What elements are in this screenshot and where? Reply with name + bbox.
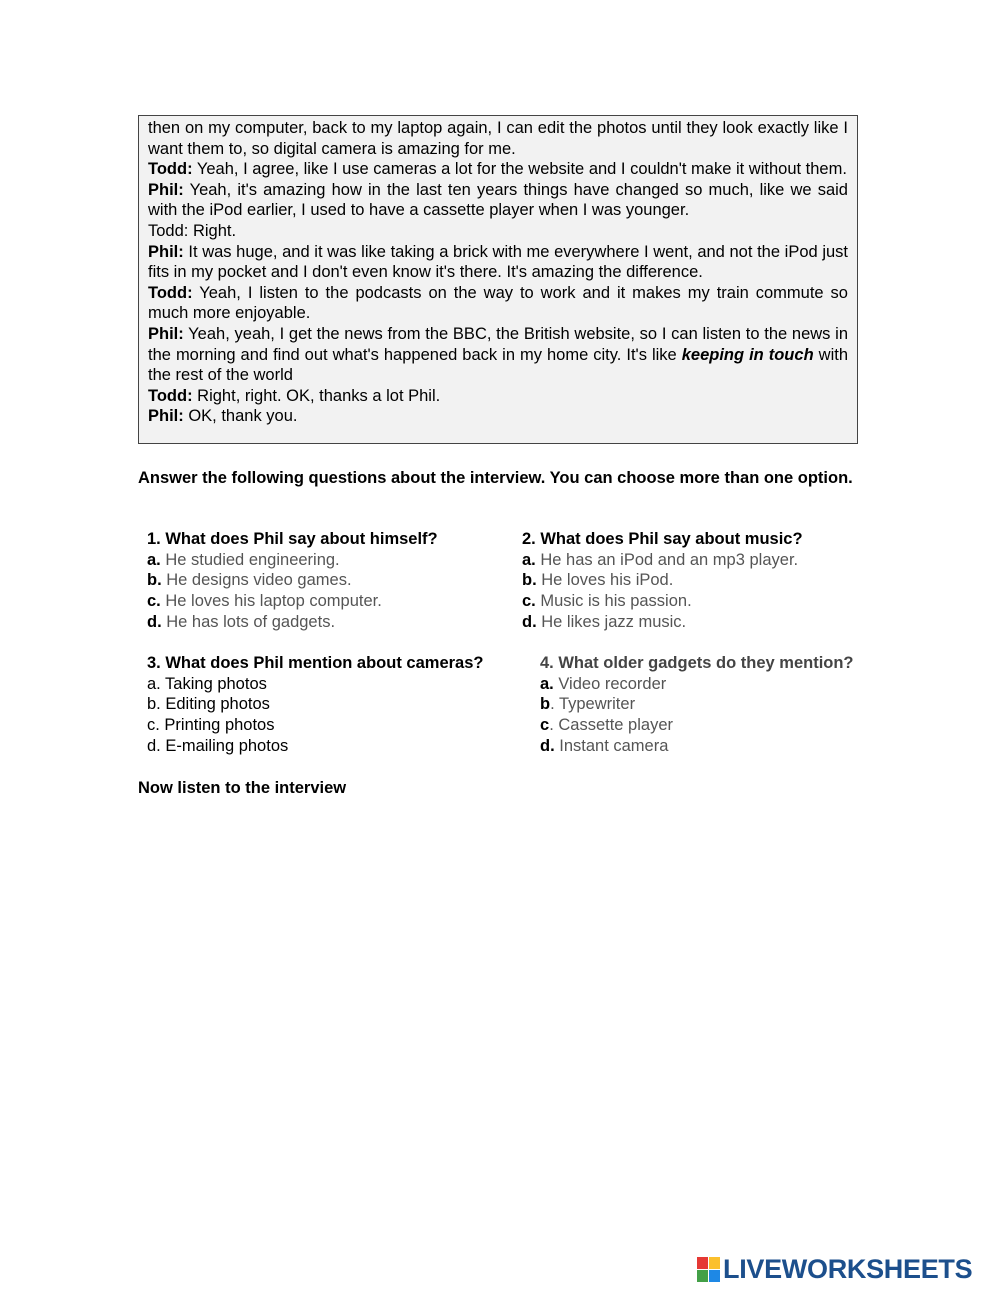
question-title: 1. What does Phil say about himself? bbox=[147, 530, 438, 548]
transcript-text: Yeah, I listen to the podcasts on the way to work and it makes my train commute so much more enjoyable. bbox=[148, 283, 848, 323]
question-1 bbox=[147, 529, 438, 633]
option-letter: d. bbox=[540, 736, 555, 755]
option-text: Instant camera bbox=[554, 736, 669, 755]
instructions: Answer the following questions about the interview. You can choose more than one option. bbox=[138, 469, 853, 487]
option-text: He studied engineering. bbox=[160, 550, 340, 569]
speaker-label: Todd: bbox=[148, 386, 193, 405]
option-text: He has an iPod and an mp3 player. bbox=[535, 550, 799, 569]
option-text: He loves his iPod. bbox=[536, 571, 674, 590]
question-title: 3. What does Phil mention about cameras? bbox=[147, 654, 484, 672]
option-letter: d. bbox=[147, 612, 162, 631]
speaker-label: Todd: bbox=[148, 283, 193, 302]
transcript-box bbox=[138, 115, 858, 444]
emphasis-text: keeping in touch bbox=[681, 345, 814, 364]
answer-option[interactable] bbox=[147, 612, 438, 633]
logo-square bbox=[697, 1257, 708, 1269]
logo-icon bbox=[697, 1257, 720, 1282]
option-letter: b. bbox=[522, 571, 537, 590]
answer-option[interactable] bbox=[522, 591, 803, 612]
logo-text: LIVEWORKSHEETS bbox=[723, 1253, 973, 1284]
answer-option[interactable] bbox=[147, 591, 438, 612]
answer-option[interactable] bbox=[540, 694, 854, 715]
question-3 bbox=[147, 653, 483, 757]
option-letter: c bbox=[540, 716, 550, 735]
transcript-text: with the rest of the world bbox=[148, 345, 849, 385]
speaker-label: Phil: bbox=[148, 242, 184, 261]
answer-option[interactable] bbox=[147, 550, 438, 571]
transcript-line: then on my computer, back to my laptop again, I can edit the photos until they look exactly like I want them to, so digital camera is amazing for me. bbox=[148, 119, 848, 158]
option-text: He loves his laptop computer. bbox=[160, 592, 382, 611]
answer-option[interactable]: d. E-mailing photos bbox=[147, 736, 289, 755]
option-letter: b bbox=[540, 695, 551, 714]
transcript-line: Todd: Right. bbox=[148, 221, 237, 240]
option-text: He has lots of gadgets. bbox=[161, 612, 336, 631]
question-title: 2. What does Phil say about music? bbox=[522, 530, 803, 548]
option-letter: a. bbox=[147, 550, 161, 569]
logo-square bbox=[709, 1270, 720, 1282]
transcript-line bbox=[148, 242, 848, 283]
transcript-text: It was huge, and it was like taking a brick with me everywhere I went, and not the iPod just fits in my pocket and I don't even know it's there. It's amazing the difference. bbox=[148, 242, 848, 282]
answer-option[interactable]: a. Taking photos bbox=[147, 674, 267, 693]
transcript-text: Yeah, it's amazing how in the last ten years things have changed so much, like we said with the iPod earlier, I used to have a cassette player when I was younger. bbox=[148, 180, 848, 220]
transcript-line bbox=[148, 386, 848, 407]
option-text: He designs video games. bbox=[161, 571, 352, 590]
answer-option[interactable] bbox=[540, 715, 854, 736]
liveworksheets-logo bbox=[697, 1254, 972, 1284]
option-letter: c. bbox=[522, 592, 536, 611]
option-letter: b. bbox=[147, 571, 162, 590]
option-letter: c. bbox=[147, 592, 161, 611]
answer-option[interactable] bbox=[522, 550, 803, 571]
option-letter: a. bbox=[522, 550, 536, 569]
logo-square bbox=[697, 1270, 708, 1282]
option-text: Music is his passion. bbox=[535, 592, 692, 611]
option-text: . Cassette player bbox=[549, 716, 673, 735]
answer-option[interactable] bbox=[522, 570, 803, 591]
option-letter: a. bbox=[540, 674, 554, 693]
answer-option[interactable]: c. Printing photos bbox=[147, 716, 275, 735]
answer-option[interactable] bbox=[522, 612, 803, 633]
question-title: 4. What older gadgets do they mention? bbox=[540, 654, 854, 672]
transcript-line bbox=[148, 159, 848, 180]
speaker-label: Phil: bbox=[148, 324, 184, 343]
option-text: . Typewriter bbox=[550, 695, 636, 714]
option-text: He likes jazz music. bbox=[536, 612, 687, 631]
transcript-text: Yeah, I agree, like I use cameras a lot for the website and I couldn't make it without them. bbox=[192, 160, 847, 179]
option-text: Video recorder bbox=[553, 674, 667, 693]
speaker-label: Phil: bbox=[148, 180, 184, 199]
option-letter: d. bbox=[522, 612, 537, 631]
speaker-label: Todd: bbox=[148, 160, 193, 179]
transcript-line bbox=[148, 406, 848, 427]
answer-option[interactable]: b. Editing photos bbox=[147, 695, 270, 714]
answer-option[interactable] bbox=[147, 570, 438, 591]
answer-option[interactable] bbox=[540, 674, 854, 695]
logo-square bbox=[709, 1257, 720, 1269]
transcript-line bbox=[148, 324, 848, 386]
listen-prompt: Now listen to the interview bbox=[138, 779, 347, 797]
transcript-text: Right, right. OK, thanks a lot Phil. bbox=[192, 386, 441, 405]
speaker-label: Phil: bbox=[148, 407, 184, 426]
transcript-text: Yeah, yeah, I get the news from the BBC, the British website, so I can listen to the news in the morning and find out what's happened back in my home city. It's like bbox=[148, 324, 848, 364]
transcript-line bbox=[148, 180, 848, 221]
transcript-text: OK, thank you. bbox=[183, 407, 298, 426]
transcript-line bbox=[148, 283, 848, 324]
answer-option[interactable] bbox=[540, 736, 854, 757]
question-4 bbox=[540, 653, 854, 757]
question-2 bbox=[522, 529, 803, 633]
